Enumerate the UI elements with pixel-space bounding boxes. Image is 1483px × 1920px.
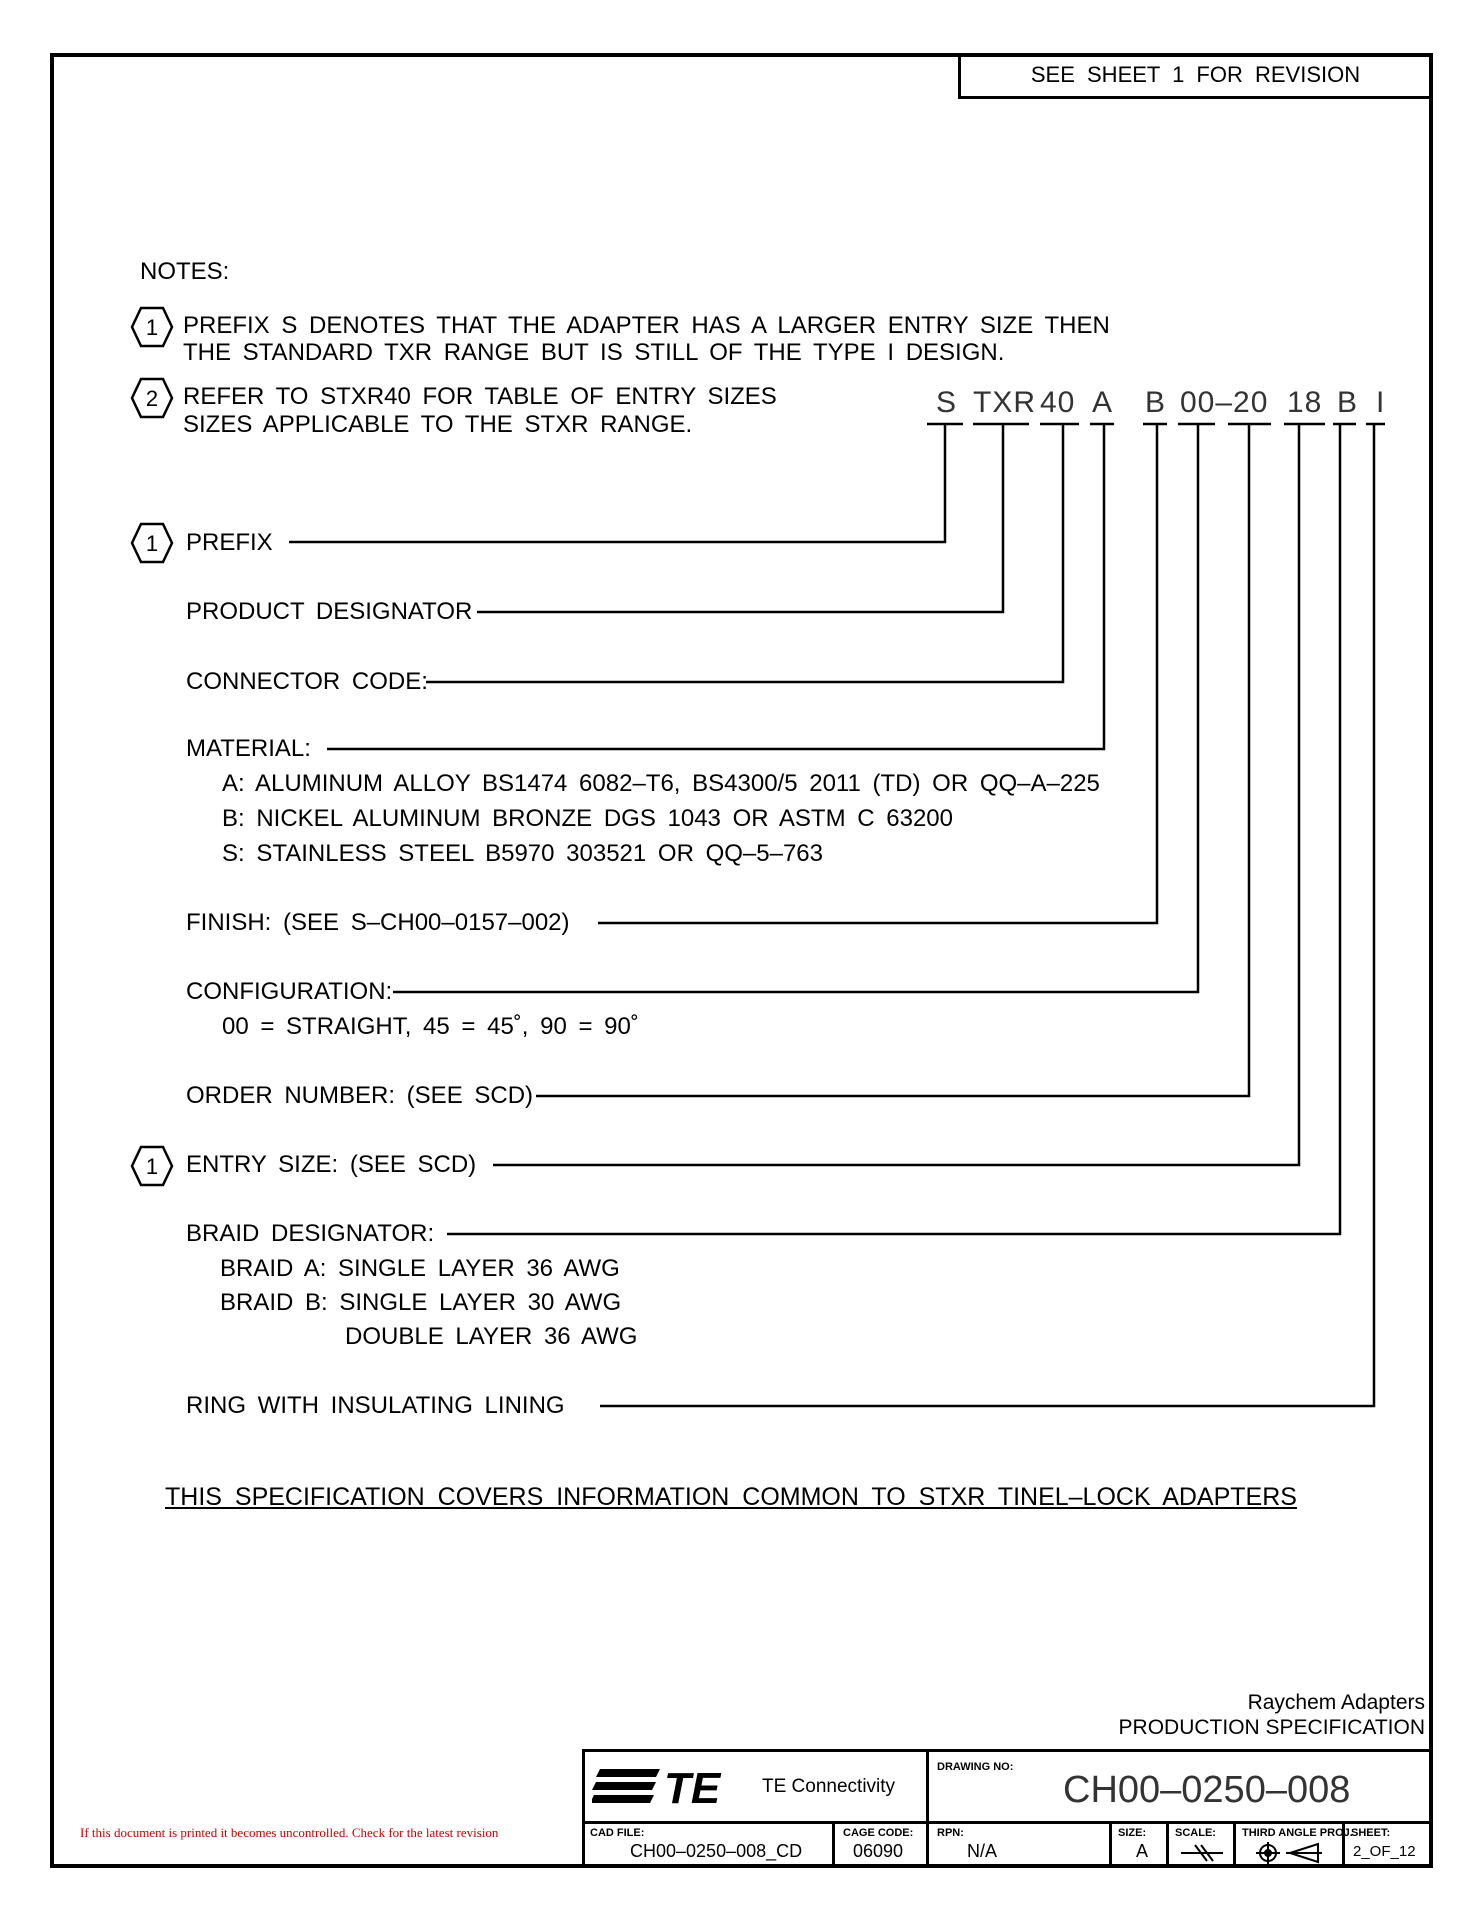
svg-text:1: 1 [145,1154,159,1179]
field-prefix: PREFIX [186,529,273,556]
svg-text:1: 1 [145,531,159,556]
cage-code-cell [835,1824,929,1868]
drawing-no-label: DRAWING NO: [937,1761,1014,1773]
sheet-cell [1345,1824,1433,1868]
projection-label: THIRD ANGLE PROJ. [1242,1827,1353,1839]
braid-option-b-double: DOUBLE LAYER 36 AWG [345,1323,638,1350]
scale-label: SCALE: [1175,1827,1216,1839]
svg-text:TE: TE [664,1764,721,1809]
cad-file-cell [582,1824,835,1868]
field-material: MATERIAL: [186,735,311,762]
size-cell [1112,1824,1169,1868]
field-ring: RING WITH INSULATING LINING [186,1392,565,1419]
rpn: N/A [967,1841,998,1861]
note-2-line-2: SIZES APPLICABLE TO THE STXR RANGE. [183,411,693,438]
sheet-number: 2_OF_12 [1353,1843,1416,1860]
cad-file: CH00–0250–008_CD [630,1841,803,1861]
code-material: A [1092,386,1114,419]
note-marker-1-icon [130,305,174,349]
code-ring: I [1376,386,1386,419]
material-option-s: S: STAINLESS STEEL B5970 303521 OR QQ–5–763 [222,840,823,867]
field-configuration: CONFIGURATION: [186,978,393,1005]
cad-file-label: CAD FILE: [590,1827,645,1839]
drawing-no-cell [929,1749,1433,1824]
notes-heading: NOTES: [140,258,230,285]
prefix-marker-icon [130,521,174,565]
te-logo-icon [592,1763,742,1809]
field-entry-size: ENTRY SIZE: (SEE SCD) [186,1151,477,1178]
code-finish: B [1145,386,1167,419]
coverage-statement: THIS SPECIFICATION COVERS INFORMATION COMMON TO STXR TINEL–LOCK ADAPTERS [165,1483,1297,1511]
code-braid: B [1337,386,1359,419]
cage-code-label: CAGE CODE: [843,1827,914,1839]
doc-type: PRODUCTION SPECIFICATION [1118,1716,1425,1739]
code-entry-size: 18 [1287,386,1323,419]
rpn-label: RPN: [937,1827,964,1839]
configuration-detail: 00 = STRAIGHT, 45 = 45˚, 90 = 90˚ [222,1013,639,1040]
note-2-line-1: REFER TO STXR40 FOR TABLE OF ENTRY SIZES [183,383,777,410]
code-product: TXR [973,386,1036,419]
size-label: SIZE: [1118,1827,1147,1839]
uncontrolled-notice: If this document is printed it becomes uncontrolled. Check for the latest revision [80,1825,499,1840]
scale-cell [1169,1824,1236,1868]
material-option-a: A: ALUMINUM ALLOY BS1474 6082–T6, BS4300/5 2011 (TD) OR QQ–A–225 [222,770,1100,797]
braid-option-a: BRAID A: SINGLE LAYER 36 AWG [220,1255,620,1282]
svg-text:1: 1 [145,315,159,340]
title-block [582,1749,1433,1868]
company-name: TE Connectivity [762,1776,896,1797]
field-braid: BRAID DESIGNATOR: [186,1220,435,1247]
material-option-b: B: NICKEL ALUMINUM BRONZE DGS 1043 OR ASTM C 63200 [222,805,953,832]
code-prefix: S [936,386,958,419]
field-product-designator: PRODUCT DESIGNATOR [186,598,473,625]
note-1-line-2: THE STANDARD TXR RANGE BUT IS STILL OF THE TYPE I DESIGN. [183,339,1005,366]
cage-code: 06090 [853,1841,904,1861]
entry-size-marker-icon [130,1144,174,1188]
code-connector: 40 [1040,386,1076,419]
size: A [1136,1841,1149,1861]
revision-note: SEE SHEET 1 FOR REVISION [958,53,1433,99]
code-config-order: 00–20 [1180,386,1269,419]
field-order-number: ORDER NUMBER: (SEE SCD) [186,1082,534,1109]
svg-text:2: 2 [145,386,159,411]
note-marker-2-icon [130,376,174,420]
product-line: Raychem Adapters [1247,1691,1425,1714]
not-to-scale-icon [1179,1842,1225,1864]
rpn-cell [929,1824,1112,1868]
sheet-label: SHEET: [1351,1827,1391,1839]
logo-cell [582,1749,929,1824]
field-finish: FINISH: (SEE S–CH00–0157–002) [186,909,570,936]
drawing-no: CH00–0250–008 [1063,1769,1351,1811]
braid-option-b: BRAID B: SINGLE LAYER 30 AWG [220,1289,622,1316]
note-1-line-1: PREFIX S DENOTES THAT THE ADAPTER HAS A LARGER ENTRY SIZE THEN [183,312,1110,339]
field-connector-code: CONNECTOR CODE: [186,668,428,695]
projection-cell [1236,1824,1353,1868]
third-angle-projection-icon [1256,1842,1326,1864]
